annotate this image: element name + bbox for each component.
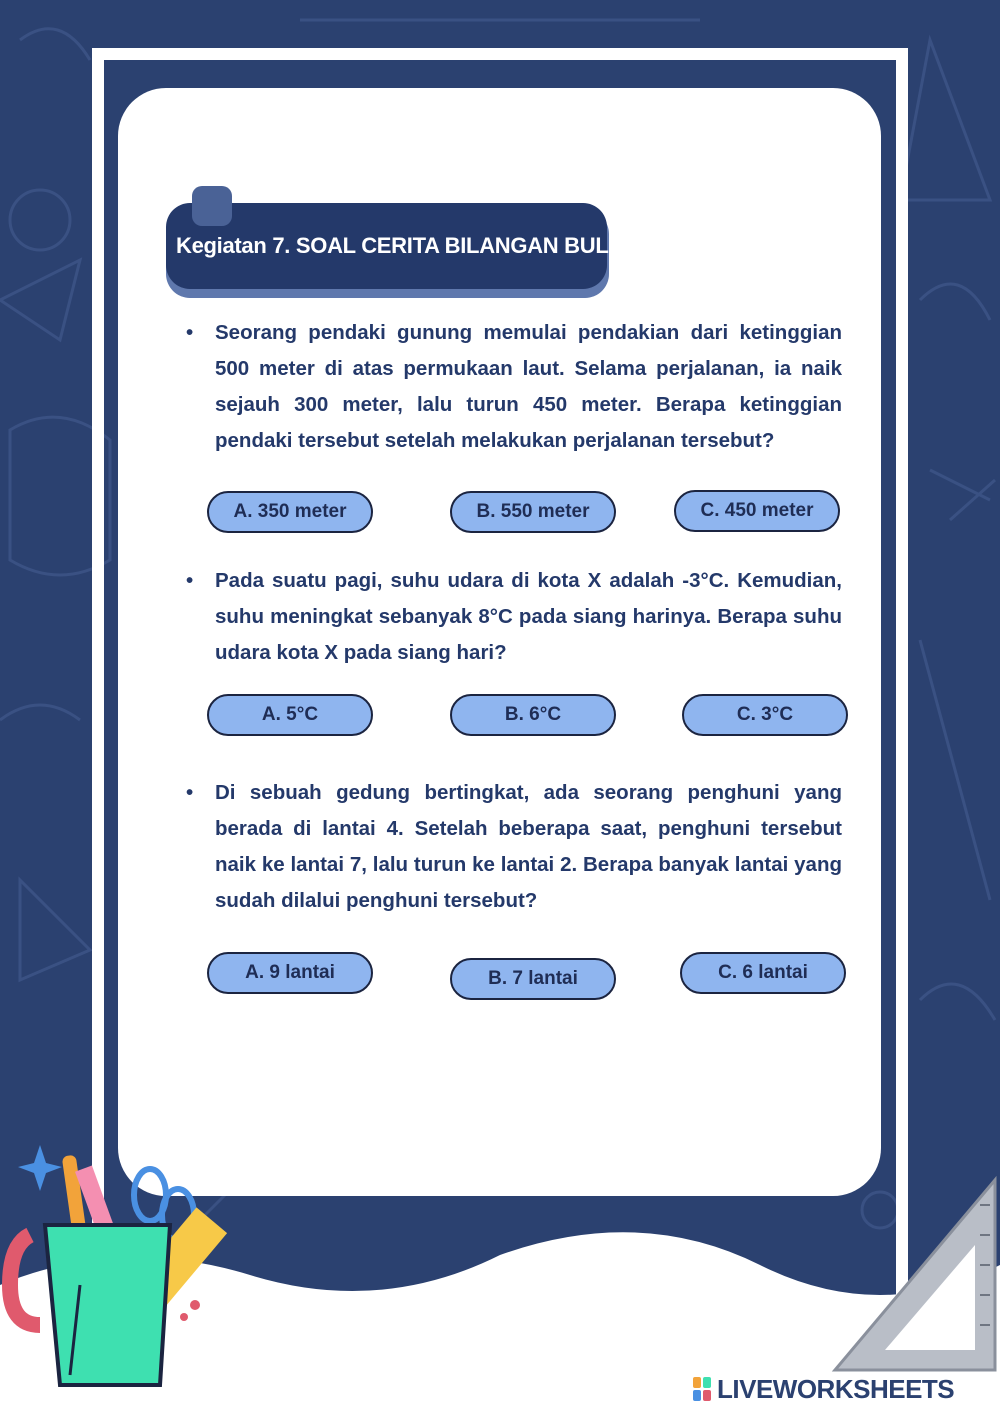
question-text: Seorang pendaki gunung memulai pendakian dari ketinggian 500 meter di atas permukaan laut. Selama perjalanan, ia naik sejauh 300 meter, lalu turun 450 meter. Berapa ketinggian pendaki tersebut setelah melakukan perjalanan tersebut? <box>215 321 842 452</box>
option-b-button[interactable]: B. 550 meter <box>450 491 616 533</box>
page-title: Kegiatan 7. SOAL CERITA BILANGAN BULAT <box>176 233 636 258</box>
option-a-button[interactable]: A. 350 meter <box>207 491 373 533</box>
set-square-icon <box>830 1175 1000 1375</box>
bullet: • <box>186 321 194 344</box>
brand-name: LIVEWORKSHEETS <box>717 1373 955 1404</box>
option-b-button[interactable]: B. 6°C <box>450 694 616 736</box>
option-c-button[interactable]: C. 6 lantai <box>680 952 846 994</box>
title-banner <box>166 203 636 289</box>
question-3 <box>186 775 842 919</box>
title-tab <box>192 186 232 226</box>
option-c-button[interactable]: C. 3°C <box>682 694 848 736</box>
bullet: • <box>186 569 194 592</box>
option-b-button[interactable]: B. 7 lantai <box>450 958 616 1000</box>
question-1 <box>186 315 842 459</box>
question-text: Di sebuah gedung bertingkat, ada seorang penghuni yang berada di lantai 4. Setelah beberapa saat, penghuni tersebut naik ke lantai 7, lalu turun ke lantai 2. Berapa banyak lantai yang sudah dilalui penghuni tersebut? <box>215 781 842 912</box>
bullet: • <box>186 781 194 804</box>
option-a-button[interactable]: A. 9 lantai <box>207 952 373 994</box>
question-text: Pada suatu pagi, suhu udara di kota X adalah -3°C. Kemudian, suhu meningkat sebanyak 8°C pada siang harinya. Berapa suhu udara kota X pada siang hari? <box>215 569 842 664</box>
question-2 <box>186 563 842 671</box>
liveworksheets-logo <box>693 1372 954 1406</box>
option-a-button[interactable]: A. 5°C <box>207 694 373 736</box>
stationery-cup-icon <box>0 1135 240 1395</box>
liveworksheets-mark-icon <box>693 1377 711 1401</box>
option-c-button[interactable]: C. 450 meter <box>674 490 840 532</box>
